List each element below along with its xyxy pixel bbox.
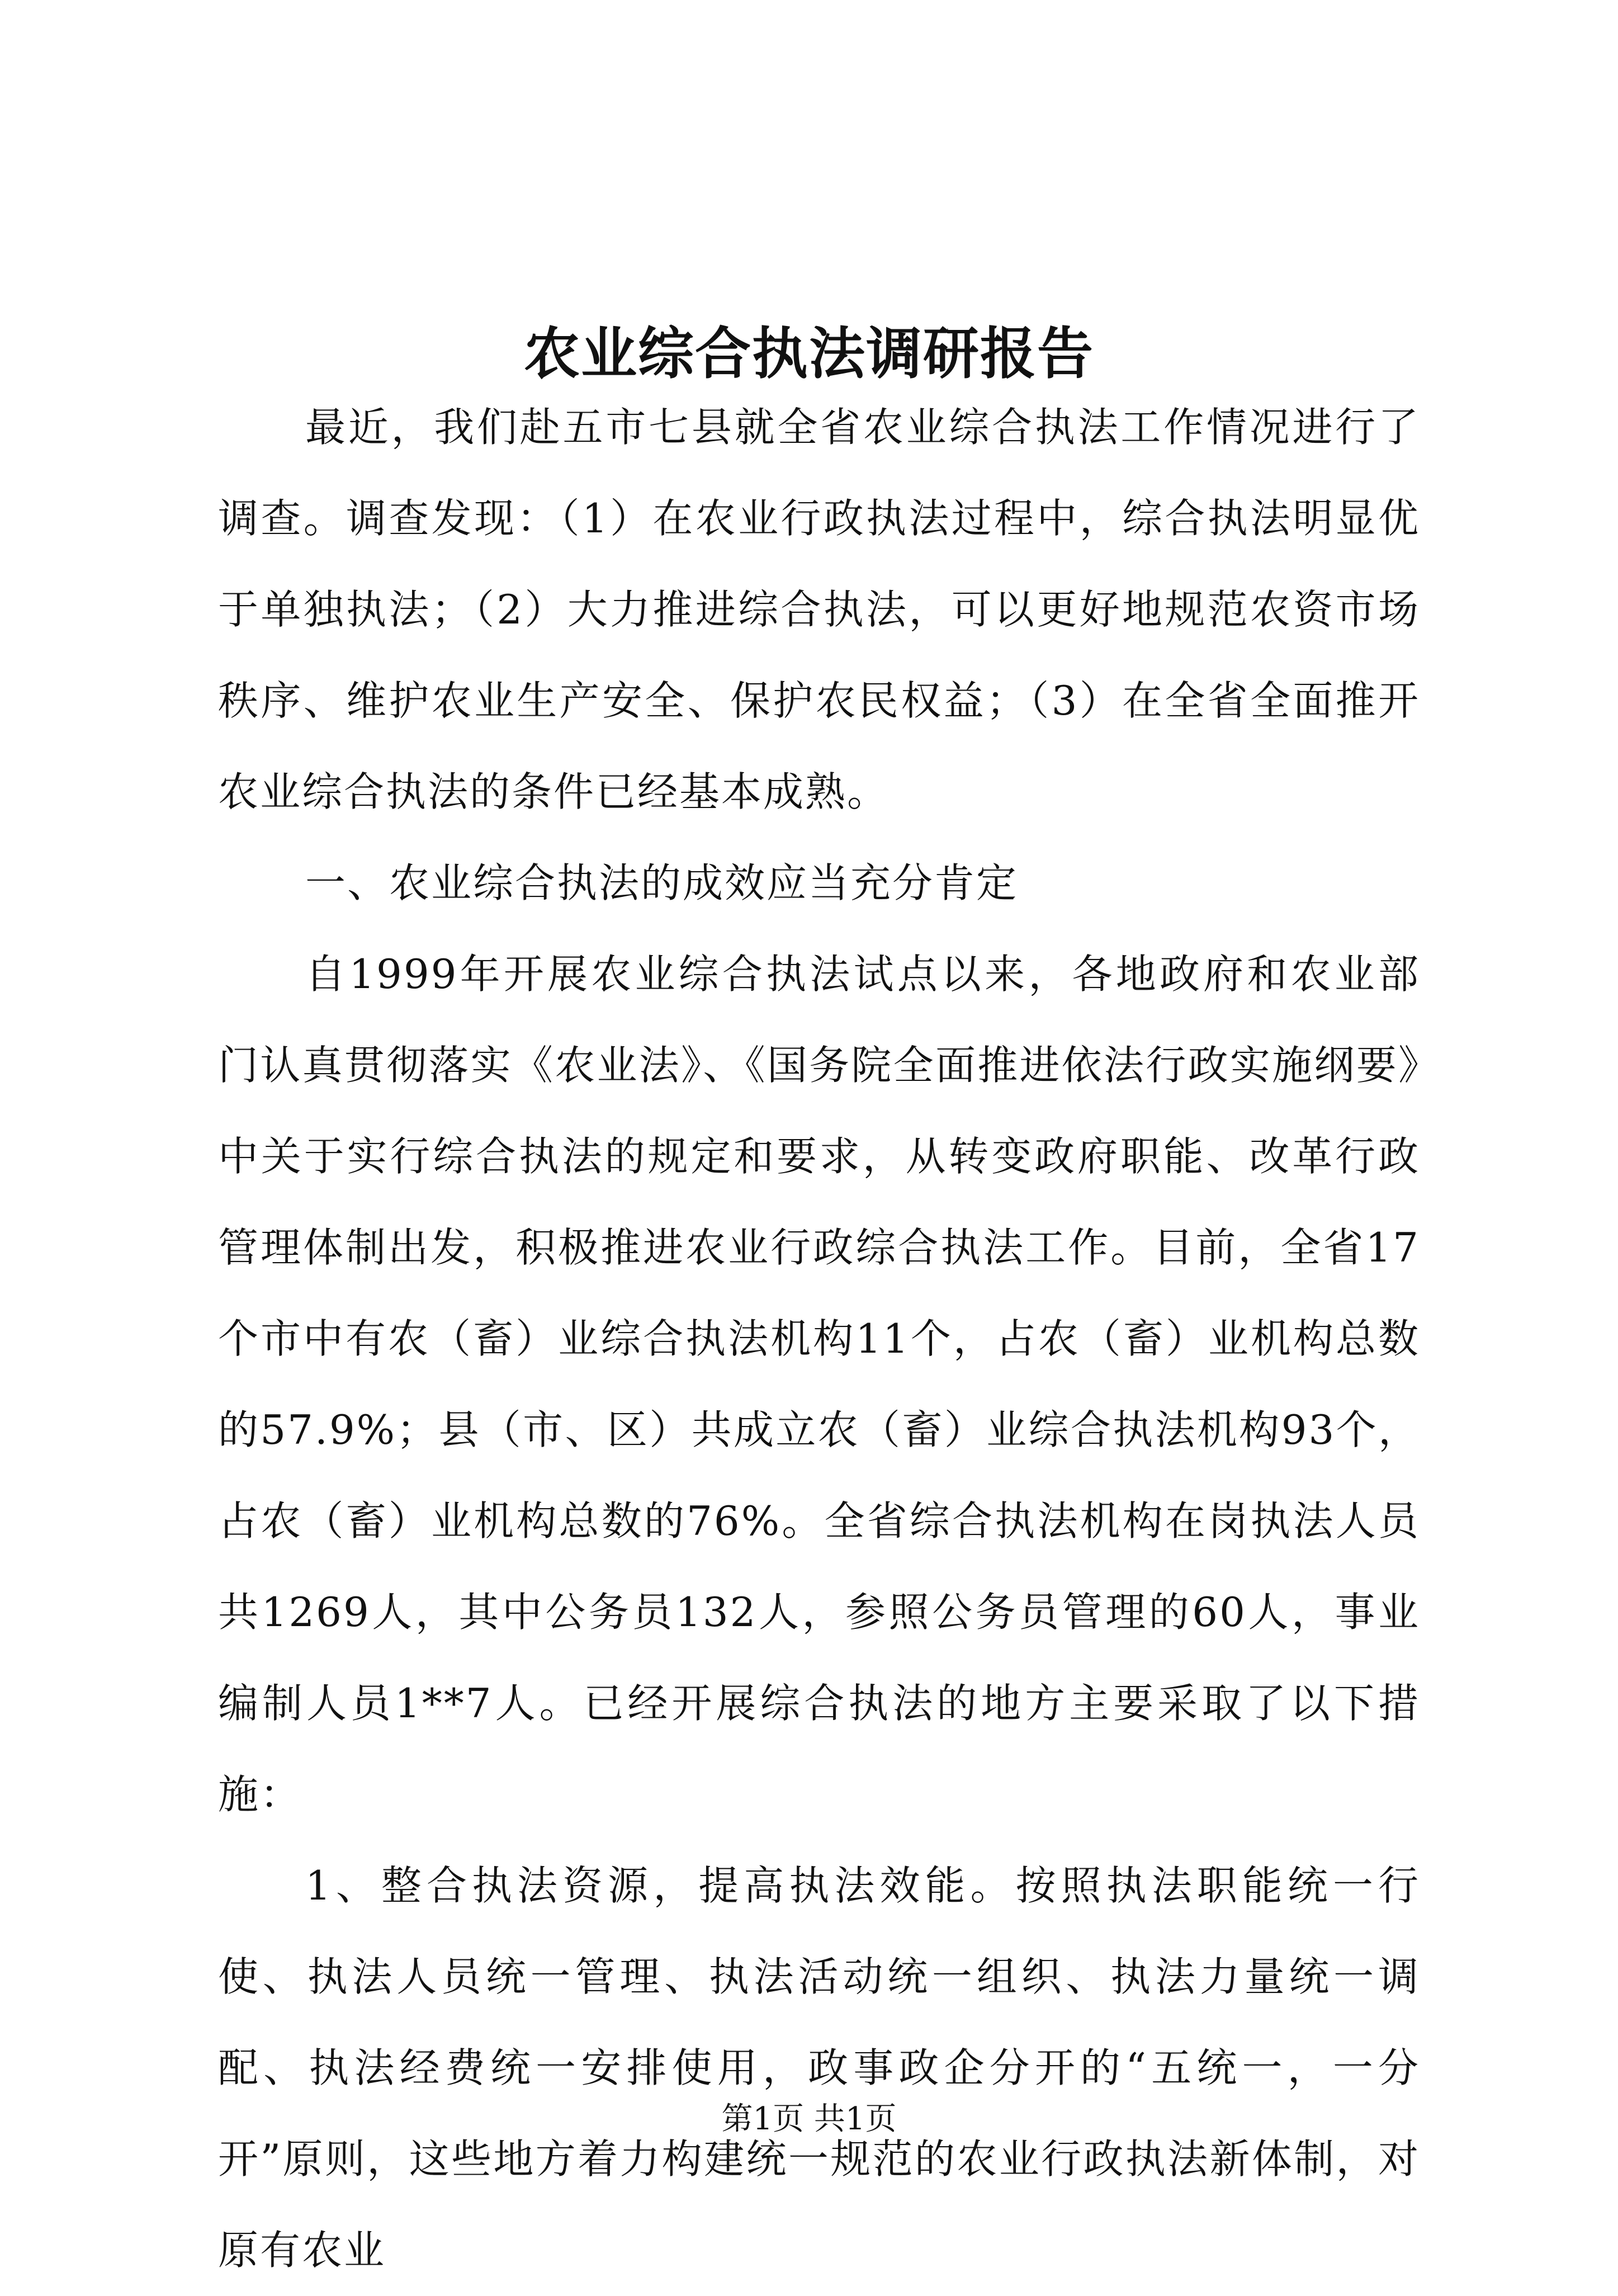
document-body [218,382,1420,2296]
page-footer: 第1页 共1页 [721,2101,897,2137]
paragraph-intro: 最近，我们赴五市七县就全省农业综合执法工作情况进行了调查。调查发现：（1）在农业行政执法过程中，综合执法明显优于单独执法；（2）大力推进综合执法，可以更好地规范农资市场秩序、维护农业生产安全、保护农民权益；（3）在全省全面推开农业综合执法的条件已经基本成熟。 [218,404,1420,815]
paragraph-history: 自1999年开展农业综合执法试点以来，各地政府和农业部门认真贯彻落实《农业法》、《国务院全面推进依法行政实施纲要》中关于实行综合执法的规定和要求，从转变政府职能、改革行政管理体制出发，积极推进农业行政综合执法工作。目前，全省17个市中有农（畜）业综合执法机构11个，占农（畜）业机构总数的57.9%；县（市、区）共成立农（畜）业综合执法机构93个，占农（畜）业机构总数的76%。全省综合执法机构在岗执法人员共1269人，其中公务员132人，参照公务员管理的60人，事业编制人员1**7人。已经开展综合执法的地方主要采取了以下措施： [218,951,1420,1818]
section-heading-1: 一、农业综合执法的成效应当充分肯定 [305,859,1019,906]
document-title: 农业综合执法调研报告 [524,320,1094,386]
paragraph-measure-1: 1、整合执法资源，提高执法效能。按照执法职能统一行使、执法人员统一管理、执法活动统一组织、执法力量统一调配、执法经费统一安排使用，政事政企分开的“五统一，一分开”原则，这些地方着力构建统一规范的农业行政执法新体制，对原有农业 [218,1862,1420,2274]
